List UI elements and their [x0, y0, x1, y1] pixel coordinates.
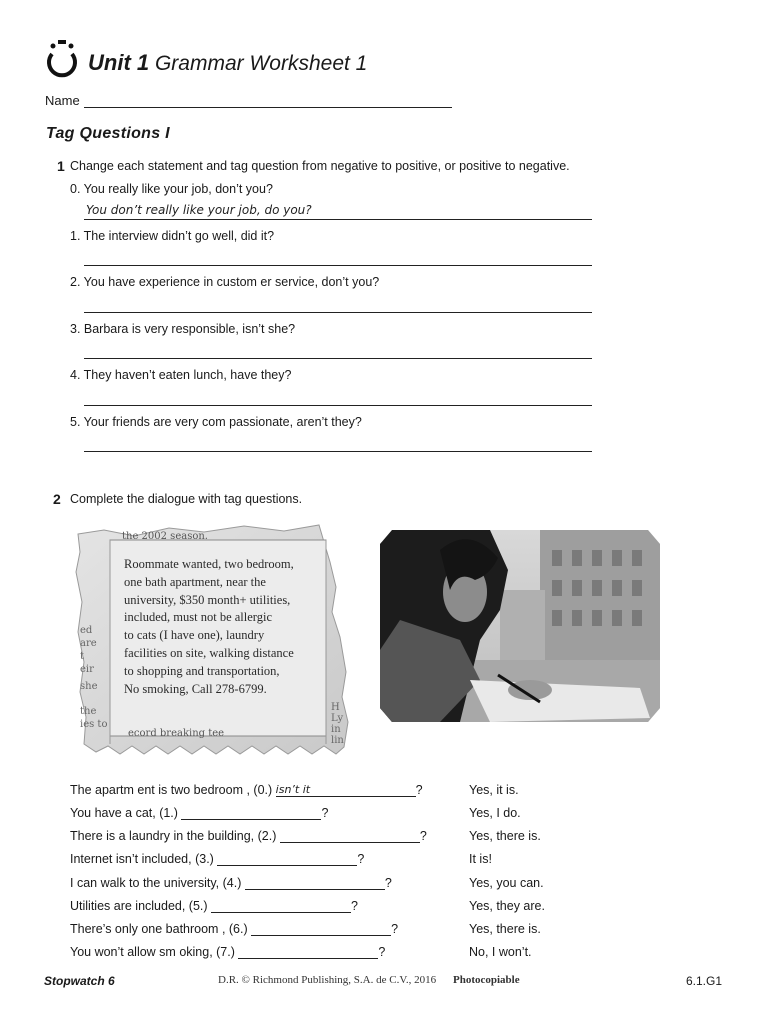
ad-left-fragment: ies to: [80, 719, 108, 730]
dialogue-response-5: Yes, they are.: [469, 899, 545, 913]
ex1-item-0-line: [84, 219, 592, 220]
ex1-item-1-answer-line[interactable]: [84, 265, 592, 266]
dialogue-answer-4[interactable]: [245, 876, 385, 890]
dialogue-answer-7[interactable]: [238, 945, 378, 959]
unit-label: Unit 1: [88, 50, 150, 75]
dialogue-row-1: You have a cat, (1.) ?: [70, 806, 329, 820]
dialogue-response-7: No, I won’t.: [469, 945, 532, 959]
ad-bottom-fragment: ecord breaking tee: [128, 728, 225, 739]
ex1-item-0-prompt: 0. You really like your job, don’t you?: [70, 182, 273, 196]
ad-line: university, $350 month+ utilities,: [124, 592, 291, 607]
roommate-ad: [124, 556, 324, 698]
dialogue-statement: The apartm ent is two bedroom , (0.): [70, 783, 273, 797]
ad-right-fragment: Ly: [331, 713, 344, 724]
exercise-2-number: 2: [53, 491, 61, 507]
ad-left-fragment: she: [80, 681, 98, 692]
ex1-item-1-prompt: 1. The interview didn’t go well, did it?: [70, 229, 275, 243]
dialogue-response-6: Yes, there is.: [469, 922, 541, 936]
dialogue-answer-6[interactable]: [251, 922, 391, 936]
ad-line: facilities on site, walking distance: [124, 645, 294, 660]
dialogue-row-7: You won’t allow sm oking, (7.) ?: [70, 945, 386, 959]
dialogue-statement: There is a laundry in the building, (2.): [70, 829, 277, 843]
dialogue-row-3: Internet isn’t included, (3.) ?: [70, 852, 365, 866]
ad-left-fragment: t: [80, 651, 85, 662]
photocopiable-label: Photocopiable: [453, 974, 520, 986]
ad-left-fragment: eir: [80, 664, 94, 675]
dialogue-statement: I can walk to the university, (4.): [70, 876, 242, 890]
exercise-1-instruction: Change each statement and tag question from negative to positive, or positive to negative.: [70, 159, 570, 173]
ad-right-fragment: lin: [331, 735, 344, 746]
ad-line: to cats (I have one), laundry: [124, 628, 265, 643]
ex1-item-5-prompt: 5. Your friends are very com passionate, aren’t they?: [70, 415, 362, 429]
dialogue-statement: Utilities are included, (5.): [70, 899, 208, 913]
ex1-item-2-prompt: 2. You have experience in custom er service, don’t you?: [70, 275, 380, 289]
dialogue-row-6: There’s only one bathroom , (6.) ?: [70, 922, 399, 936]
ex1-item-0-answer: You don’t really like your job, do you?: [86, 203, 312, 217]
dialogue-statement: You have a cat, (1.): [70, 806, 178, 820]
ad-line: No smoking, Call 278-6799.: [124, 681, 267, 696]
dialogue-row-4: I can walk to the university, (4.) ?: [70, 876, 392, 890]
dialogue-answer-2[interactable]: [280, 829, 420, 843]
dialogue-row-5: Utilities are included, (5.) ?: [70, 899, 358, 913]
ad-line: to shopping and transportation,: [124, 663, 280, 678]
dialogue-statement: You won’t allow sm oking, (7.): [70, 945, 235, 959]
dialogue-row-0: The apartm ent is two bedroom , (0.) isn’t it ?: [70, 783, 423, 797]
worksheet-title: [88, 50, 367, 76]
ad-left-fragment: are: [80, 638, 97, 649]
dialogue-statement: Internet isn’t included, (3.): [70, 852, 214, 866]
dialogue-response-1: Yes, I do.: [469, 806, 521, 820]
dialogue-answer-5[interactable]: [211, 899, 351, 913]
page-code: 6.1.G1: [686, 974, 723, 988]
copyright: D.R. © Richmond Publishing, S.A. de C.V., 2016: [218, 974, 437, 986]
ad-left-column-fragments: [80, 624, 107, 731]
ex1-item-3-answer-line[interactable]: [84, 358, 592, 359]
ex1-item-2-answer-line[interactable]: [84, 312, 592, 313]
dialogue-row-2: There is a laundry in the building, (2.) ?: [70, 829, 427, 843]
dialogue-response-4: Yes, you can.: [469, 876, 544, 890]
dialogue-response-0: Yes, it is.: [469, 783, 519, 797]
dialogue-statement: There’s only one bathroom , (6.): [70, 922, 248, 936]
section-title: Tag Questions I: [46, 125, 170, 142]
dialogue-response-2: Yes, there is.: [469, 829, 541, 843]
ex1-item-5-answer-line[interactable]: [84, 451, 592, 452]
brand-logo: Stopwatch 6: [44, 974, 115, 988]
dialogue-answer-3[interactable]: [217, 852, 357, 866]
exercise-2-instruction: Complete the dialogue with tag questions.: [70, 492, 303, 506]
ad-right-fragment: in: [331, 724, 341, 735]
ad-right-fragment: H: [331, 702, 340, 713]
ad-left-fragment: ed: [80, 625, 93, 636]
dialogue-answer-0: isn’t it: [276, 783, 416, 797]
ex1-item-4-answer-line[interactable]: [84, 405, 592, 406]
stopwatch-icon: [44, 38, 80, 80]
ad-line: Roommate wanted, two bedroom,: [124, 557, 294, 571]
ad-top-fragment: the 2002 season.: [122, 531, 208, 542]
dialogue-response-3: It is!: [469, 852, 492, 866]
name-field[interactable]: [84, 107, 452, 108]
ad-left-fragment: the: [80, 706, 97, 717]
ex1-item-3-prompt: 3. Barbara is very responsible, isn’t she?: [70, 322, 296, 336]
ad-line: one bath apartment, near the: [124, 574, 266, 589]
worksheet-name: Grammar Worksheet 1: [154, 52, 368, 75]
dialogue-answer-1[interactable]: [181, 806, 321, 820]
photo-woman-writing: [380, 530, 660, 722]
name-label: Name: [45, 93, 80, 108]
exercise-1-number: 1: [57, 158, 65, 174]
ad-line: included, must not be allergic: [124, 610, 272, 625]
ad-right-column-fragments: [331, 702, 344, 746]
ex1-item-4-prompt: 4. They haven’t eaten lunch, have they?: [70, 368, 292, 382]
